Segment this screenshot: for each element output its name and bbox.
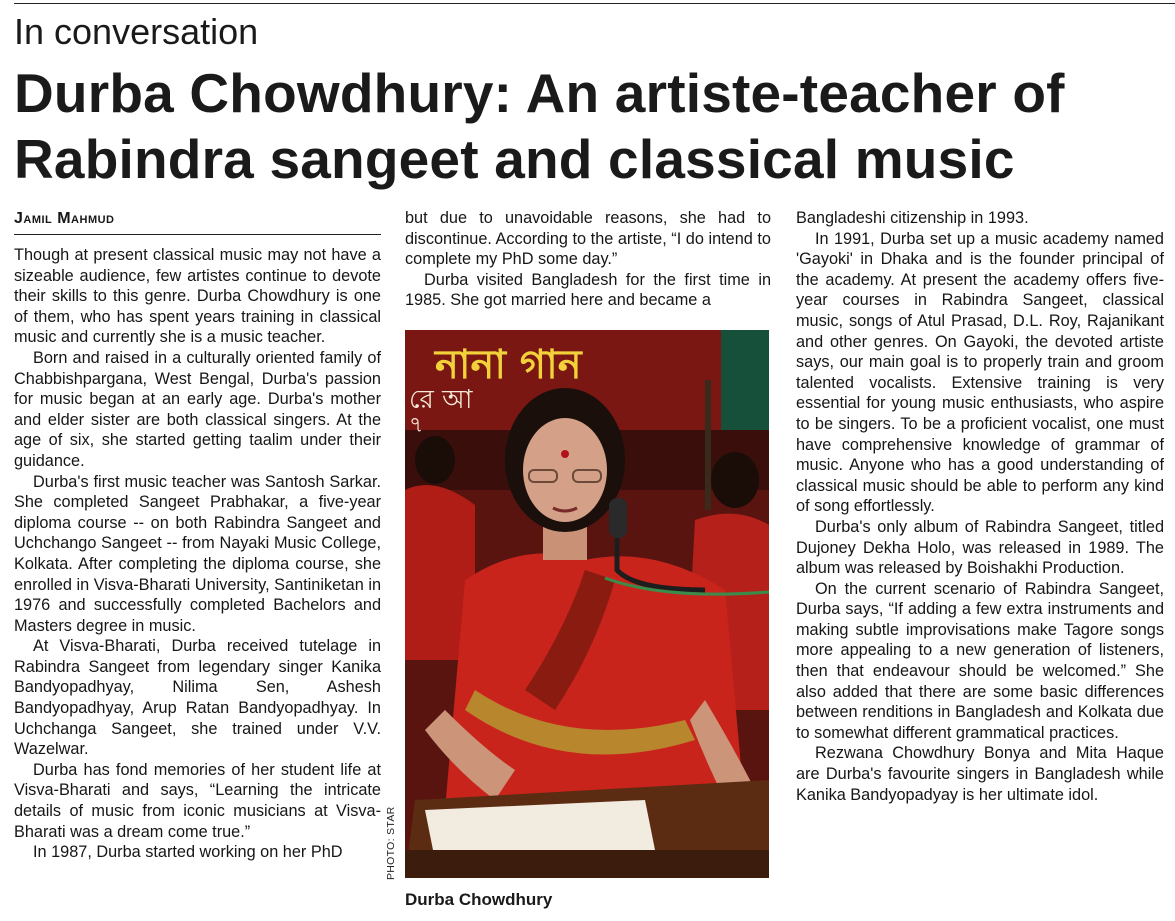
banner-text: নানা গান bbox=[435, 342, 582, 388]
paragraph: but due to unavoidable reasons, she had to discontinue. According to the artiste, “I do intend to complete my PhD some day.” bbox=[405, 209, 771, 269]
paragraph: At Visva-Bharati, Durba received tutelage in Rabindra Sangeet from legendary singer Kanika Bandyopadhyay, Nilima Sen, Ashesh Bandyopadhyay, Arup Ratan Bandyopadhyay. In Uchchanga Sangeet, she trained under V.V. Wazelwar. bbox=[14, 637, 381, 759]
paragraph: Durba has fond memories of her student life at Visva-Bharati and says, “Learning the intricate details of music from iconic musicians at Visva-Bharati was a dream come true.” bbox=[14, 760, 381, 841]
headline: Durba Chowdhury: An artiste-teacher of Rabindra sangeet and classical music bbox=[14, 62, 1065, 190]
paragraph: In 1991, Durba set up a music academy named 'Gayoki' in Dhaka and is the founder principal of the academy. At present the academy offers five-year courses in Rabindra Sangeet, classical music, songs of Atul Prasad, D.L. Roy, Rajanikant and other genres. On Gayoki, the devoted artiste says, our main goal is to properly train and groom talented vocalists. Extensive training is very essential for young music enthusiasts, who aspire to be singers. To be a proficient vocalist, one must have comprehensive knowledge of grammar of music. Anyone who has a good understanding of classical music should be able to perform any kind of song effortlessly. bbox=[796, 229, 1164, 516]
article-column-2 bbox=[405, 208, 771, 311]
article-column-1 bbox=[14, 208, 381, 863]
paragraph: On the current scenario of Rabindra Sangeet, Durba says, “If adding a few extra instruments and making subtle improvisations make Tagore songs more appealing to a new generation of listeners, then that endeavour should be welcomed.” She also added that there are some basic differences between renditions in Bangladesh and Kolkata due to somewhat different grammatical practices. bbox=[796, 579, 1164, 742]
paragraph: Rezwana Chowdhury Bonya and Mita Haque are Durba's favourite singers in Bangladesh while Kanika Bandyopadyay is her ultimate idol. bbox=[796, 744, 1164, 804]
banner-sub-text: রে আ bbox=[409, 385, 473, 415]
article-column-3 bbox=[796, 208, 1164, 805]
paragraph: Bangladeshi citizenship in 1993. bbox=[796, 209, 1029, 227]
paragraph: Though at present classical music may not have a sizeable audience, few artistes continue to devote their skills to this genre. Durba Chowdhury is one of them, who has spent years training in classical music and currently she is a music teacher. bbox=[14, 246, 381, 347]
article-photo bbox=[405, 330, 769, 878]
byline: Jamil Mahmud bbox=[14, 208, 381, 235]
photo-caption: Durba Chowdhury bbox=[405, 890, 553, 909]
paragraph: Durba's first music teacher was Santosh Sarkar. She completed Sangeet Prabhakar, a five-year diploma course -- on both Rabindra Sangeet and Uchchango Sangeet -- from Nayaki Music College, Kolkata. After completing the diploma course, she enrolled in Visva-Bharati University, Santiniketan in 1976 and successfully completed Bachelors and Masters degree in music. bbox=[14, 472, 381, 635]
paragraph: Durba visited Bangladesh for the first time in 1985. She got married here and became a bbox=[405, 270, 771, 310]
paragraph: Born and raised in a culturally oriented family of Chabbishpargana, West Bengal, Durba's passion for music began at an early age. Durba's mother and elder sister are both classical singers. At the age of six, she started getting taalim under their guidance. bbox=[14, 348, 381, 470]
paragraph: In 1987, Durba started working on her PhD bbox=[33, 843, 343, 862]
section-label: In conversation bbox=[14, 11, 259, 52]
banner-number: ৭ bbox=[409, 413, 424, 438]
top-rule bbox=[14, 3, 1175, 4]
paragraph: Durba's only album of Rabindra Sangeet, titled Dujoney Dekha Holo, was released in 1989. The album was released by Boishakhi Production. bbox=[796, 517, 1164, 578]
photo-credit: PHOTO: STAR bbox=[385, 806, 397, 880]
